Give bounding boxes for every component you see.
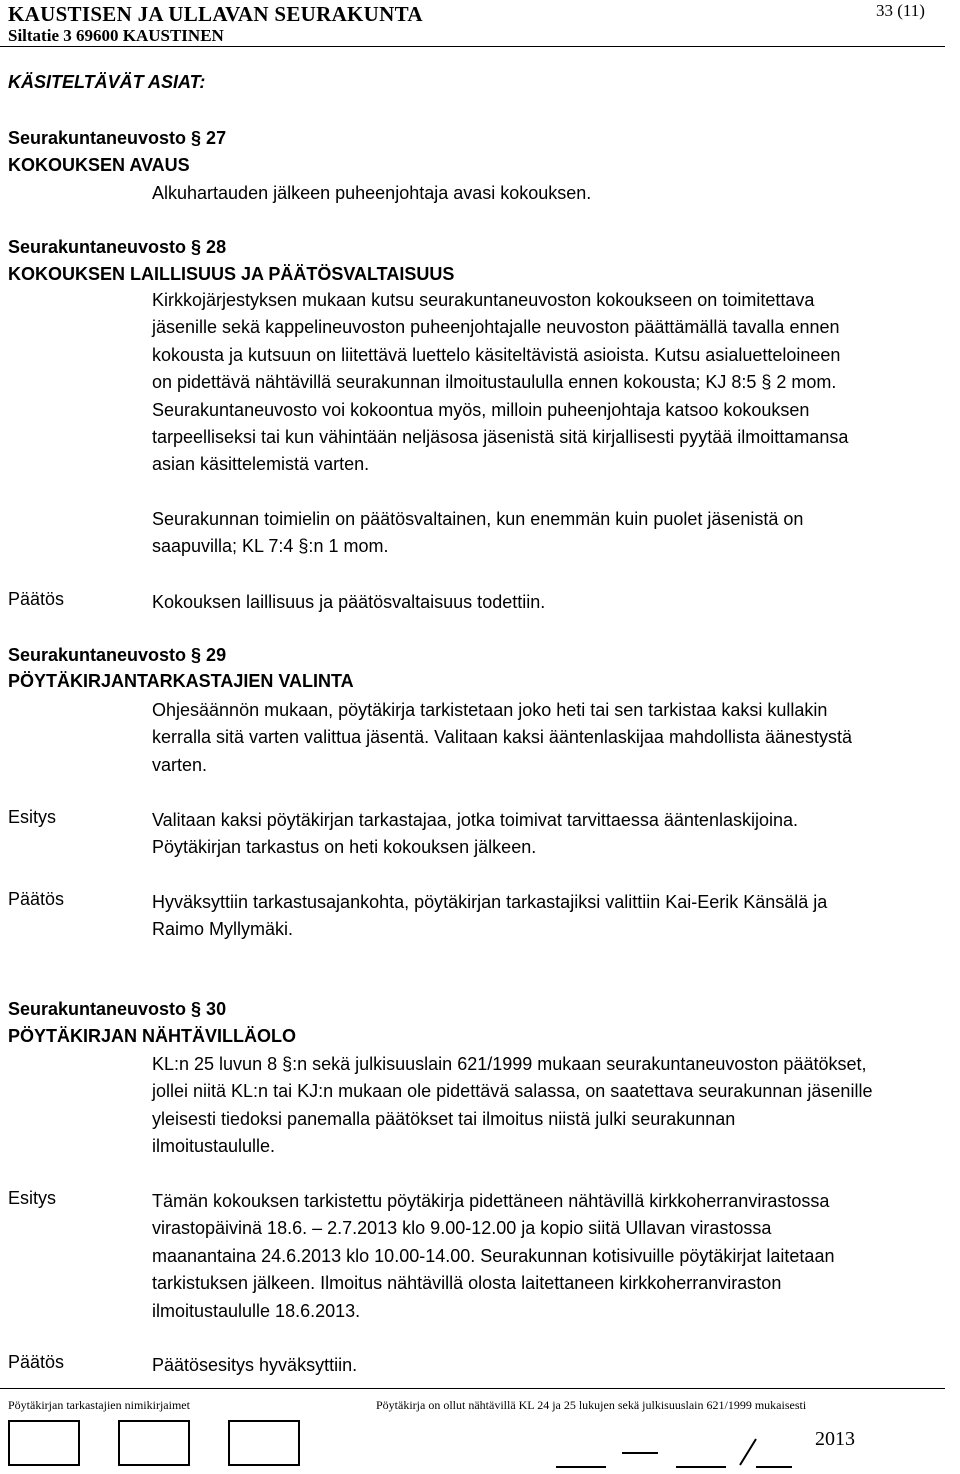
item-27-heading: Seurakuntaneuvosto § 27 — [8, 128, 227, 148]
item-28-decision-label: Päätös — [8, 589, 65, 609]
footer-initials-label: Pöytäkirjan tarkastajien nimikirjaimet — [8, 1398, 190, 1412]
body-line: varten. — [152, 754, 208, 775]
item-30-proposal — [152, 1188, 952, 1325]
item-27-body — [152, 180, 952, 207]
date-line — [556, 1466, 606, 1468]
item-28-heading: Seurakuntaneuvosto § 28 — [8, 237, 227, 257]
body-line: tarkistuksen jälkeen. Ilmoitus nähtävillä olosta laitettaneen kirkkoherranviraston — [152, 1273, 782, 1294]
body-line: jäsenille sekä kappelineuvoston puheenjohtajalle neuvoston päättämällä tavalla ennen — [152, 317, 840, 338]
organization-address: Siltatie 3 69600 KAUSTINEN — [8, 26, 224, 45]
body-line: tarpeelliseksi tai kun vähintään neljäsosa jäsenistä sitä kirjallisesti pyytää ilmoittamansa — [152, 427, 849, 448]
date-line — [756, 1466, 792, 1468]
body-line: Alkuhartauden jälkeen puheenjohtaja avasi kokouksen. — [152, 183, 592, 203]
item-30-proposal-label: Esitys — [8, 1188, 57, 1208]
section-title: KÄSITELTÄVÄT ASIAT: — [8, 72, 206, 92]
initials-box — [118, 1420, 190, 1466]
body-line: ilmoitustaululle 18.6.2013. — [152, 1300, 361, 1321]
date-line — [622, 1452, 658, 1454]
initials-box — [228, 1420, 300, 1466]
item-30-subheading: PÖYTÄKIRJAN NÄHTÄVILLÄOLO — [8, 1026, 296, 1046]
item-30-decision — [152, 1352, 952, 1379]
item-28-body — [152, 287, 952, 479]
item-30-body — [152, 1051, 952, 1161]
body-line: Kokouksen laillisuus ja päätösvaltaisuus todettiin. — [152, 592, 546, 612]
body-line: ilmoitustaululle. — [152, 1136, 276, 1157]
body-line: Pöytäkirjan tarkastus on heti kokouksen jälkeen. — [152, 837, 537, 858]
body-line: saapuvilla; KL 7:4 §:n 1 mom. — [152, 536, 389, 557]
item-28-body2 — [152, 506, 952, 561]
organization-name: KAUSTISEN JA ULLAVAN SEURAKUNTA — [8, 2, 423, 26]
body-line: maanantaina 24.6.2013 klo 10.00-14.00. Seurakunnan kotisivuille pöytäkirjat laitetaan — [152, 1245, 835, 1266]
header-divider — [0, 46, 945, 47]
item-29-subheading: PÖYTÄKIRJANTARKASTAJIEN VALINTA — [8, 671, 354, 691]
item-29-body — [152, 697, 952, 779]
body-line: asian käsittelemistä varten. — [152, 454, 370, 475]
page-number: 33 (11) — [876, 1, 925, 20]
item-29-decision — [152, 889, 952, 944]
body-line: kerralla sitä varten valittua jäsentä. Valitaan kaksi ääntenlaskijaa mahdollista äänestystä — [152, 727, 853, 748]
body-line: Valitaan kaksi pöytäkirjan tarkastajaa, jotka toimivat tarvittaessa ääntenlaskijoina. — [152, 810, 798, 830]
body-line: Tämän kokouksen tarkistettu pöytäkirja pidettäneen nähtävillä kirkkoherranvirastossa — [152, 1191, 830, 1211]
item-29-heading: Seurakuntaneuvosto § 29 — [8, 645, 227, 665]
item-29-proposal — [152, 807, 952, 862]
body-line: Hyväksyttiin tarkastusajankohta, pöytäkirjan tarkastajiksi valittiin Kai-Eerik Känsälä ja — [152, 892, 828, 912]
item-30-decision-label: Päätös — [8, 1352, 65, 1372]
date-line — [676, 1466, 726, 1468]
body-line: Päätösesitys hyväksyttiin. — [152, 1355, 358, 1375]
item-30-heading: Seurakuntaneuvosto § 30 — [8, 999, 227, 1019]
body-line: on pidettävä nähtävillä seurakunnan ilmoitustaululla ennen kokousta; KJ 8:5 § 2 mom. — [152, 372, 837, 393]
body-line: Kirkkojärjestyksen mukaan kutsu seurakuntaneuvoston kokoukseen on toimitettava — [152, 290, 815, 310]
date-slash-icon — [738, 1438, 758, 1466]
initials-box — [8, 1420, 80, 1466]
item-29-proposal-label: Esitys — [8, 807, 57, 827]
body-line: virastopäivinä 18.6. – 2.7.2013 klo 9.00-12.00 ja kopio siitä Ullavan virastossa — [152, 1218, 772, 1239]
body-line: Seurakunnan toimielin on päätösvaltainen, kun enemmän kuin puolet jäsenistä on — [152, 509, 804, 529]
item-28-subheading: KOKOUKSEN LAILLISUUS JA PÄÄTÖSVALTAISUUS — [8, 264, 455, 284]
body-line: jollei niitä KL:n tai KJ:n mukaan ole pidettävä salassa, on saatettava seurakunnan jäsenille — [152, 1081, 873, 1102]
footer-year: 2013 — [815, 1428, 855, 1450]
body-line: Raimo Myllymäki. — [152, 919, 294, 940]
footer-divider — [0, 1388, 945, 1389]
body-line: Ohjesäännön mukaan, pöytäkirja tarkistetaan joko heti tai sen tarkistaa kaksi kullakin — [152, 700, 828, 720]
body-line: Seurakuntaneuvosto voi kokoontua myös, milloin puheenjohtaja katsoo kokouksen — [152, 399, 810, 420]
body-line: kokousta ja kutsuun on liitettävä luettelo käsiteltävistä asioista. Kutsu asialuetteloineen — [152, 344, 841, 365]
footer-display-note: Pöytäkirja on ollut nähtävillä KL 24 ja 25 lukujen sekä julkisuuslain 621/1999 mukaisesti — [376, 1398, 807, 1412]
item-28-decision — [152, 589, 952, 616]
body-line: KL:n 25 luvun 8 §:n sekä julkisuuslain 621/1999 mukaan seurakuntaneuvoston päätökset, — [152, 1054, 867, 1074]
body-line: yleisesti tiedoksi panemalla päätökset tai ilmoitus niistä julki seurakunnan — [152, 1108, 736, 1129]
item-29-decision-label: Päätös — [8, 889, 65, 909]
item-27-subheading: KOKOUKSEN AVAUS — [8, 155, 190, 175]
